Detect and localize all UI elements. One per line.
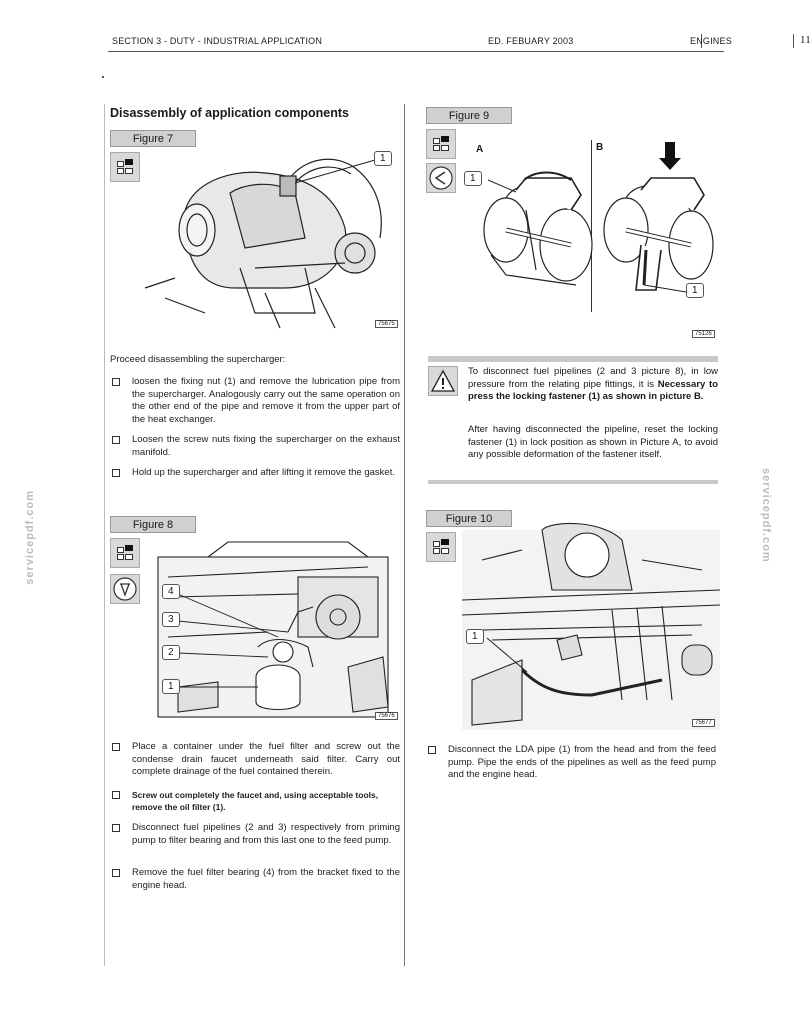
figure-10-drawing [462,530,720,730]
header-engines: ENGINES [690,36,732,46]
page-number: 11 [800,34,811,46]
warning-bar [428,480,718,484]
figure-type-icon [426,532,456,562]
checkbox-icon [112,791,120,799]
intro-text: Proceed disassembling the supercharger: [110,354,286,365]
figure-7-label: Figure 7 [110,130,196,147]
figure-code: 75677 [692,719,715,727]
checkbox-icon [112,469,120,477]
callout-1: 1 [464,171,482,186]
callout-1: 1 [686,283,704,298]
checkbox-icon [112,824,120,832]
fuel-filter-icon [426,163,456,193]
step-item: Place a container under the fuel filter and screw out the condense drain faucet underneath said filter. Carry out complete drainage of the fuel contained therein. [110,741,400,779]
callout-1: 1 [162,679,180,694]
figure-code: 75126 [692,330,715,338]
figure-10-label: Figure 10 [426,510,512,527]
figure-8-label: Figure 8 [110,516,196,533]
watermark: servicepdf.com [24,490,36,585]
checkbox-icon [112,378,120,386]
warning-emphasis: Necessary to press the locking fastener (1) as shown in picture B. [468,378,719,403]
figure-code: 75675 [375,320,398,328]
header-edition: ED. FEBUARY 2003 [488,36,574,46]
step-item: Loosen the screw nuts fixing the supercharger on the exhaust manifold. [110,434,400,459]
picture-a-label: A [476,144,484,155]
callout-4: 4 [162,584,180,599]
warning-triangle-icon [428,366,458,396]
section-title: Disassembly of application components [110,106,349,120]
callout-1: 1 [374,151,392,166]
header-divider [793,34,794,48]
step-item: Hold up the supercharger and after lifting it remove the gasket. [110,467,400,480]
checkbox-icon [112,436,120,444]
checkbox-icon [112,869,120,877]
warning-note [428,356,718,484]
watermark: servicepdf.com [760,468,772,563]
figure-code: 75676 [375,712,398,720]
warning-text-2: After having disconnected the pipeline, reset the locking fastener (1) in lock position as shown in Picture A, to avoid any possible deformation of the fastener itself. [468,424,718,461]
figure-type-icon [110,152,140,182]
figure-9-label: Figure 9 [426,107,512,124]
callout-1: 1 [466,629,484,644]
column-divider [404,104,405,966]
step-item: loosen the fixing nut (1) and remove the lubrication pipe from the supercharger. Analogously carry out the same operation on the other end of the pipe and remove it from the upper part of the heat exchanger. [110,376,400,428]
left-margin-rule [104,104,105,966]
checkbox-icon [428,746,436,754]
figure-type-icon [426,129,456,159]
warning-text: To disconnect fuel pipelines (2 and 3 picture 8), in low pressure from the relating pipe fittings, it is Necessary to press the locking fastener (1) as shown in picture B. [468,366,719,403]
header-section: SECTION 3 - DUTY - INDUSTRIAL APPLICATION [112,36,323,46]
step-item: Screw out completely the faucet and, using acceptable tools, remove the oil filter (1). [110,789,400,813]
step-item: Disconnect fuel pipelines (2 and 3) respectively from priming pump to filter bearing and from this last one to the feed pump. [110,822,400,847]
figure-7-drawing [145,138,395,333]
figure-9-drawing [466,150,716,320]
warning-bar [428,356,718,362]
picture-b-label: B [596,142,604,153]
page-header [108,30,811,52]
checkbox-icon [112,743,120,751]
speck [102,76,104,78]
step-item: Disconnect the LDA pipe (1) from the head and from the feed pump. Pipe the ends of the pipelines as well as the feed pump and the engine head. [426,744,716,782]
step-item: Remove the fuel filter bearing (4) from the bracket fixed to the engine head. [110,867,400,892]
figure-type-icon [110,538,140,568]
tool-icon [110,574,140,604]
callout-2: 2 [162,645,180,660]
figure-8-drawing [148,537,398,727]
callout-3: 3 [162,612,180,627]
